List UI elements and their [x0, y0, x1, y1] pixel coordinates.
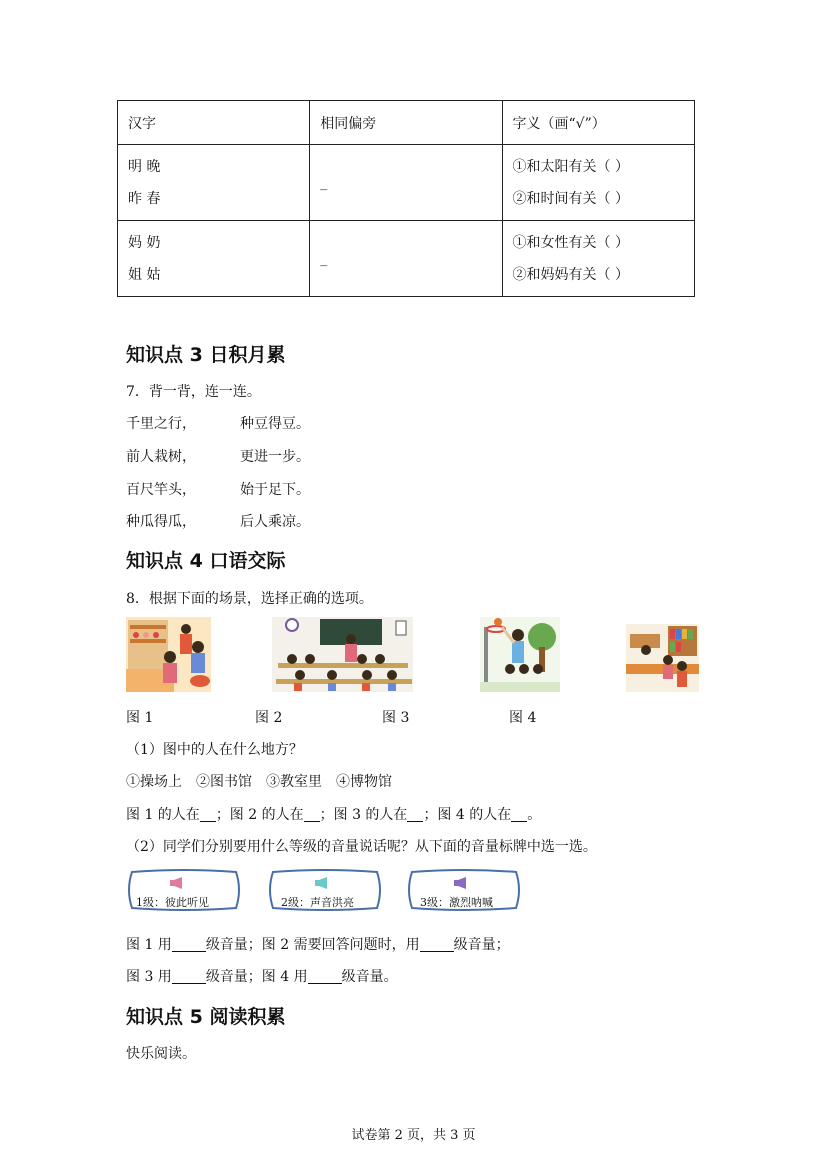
section5-title: 知识点 5 阅读积累	[126, 1006, 286, 1028]
page-footer: 试卷第 2 页，共 3 页	[351, 1128, 476, 1143]
answer-blank[interactable]	[172, 969, 206, 984]
answer-blank[interactable]	[200, 807, 216, 822]
volume-answer-line-b: 图 3 用 级音量；图 4 用 级音量。	[126, 969, 398, 985]
header-same-radical: 相同偏旁	[310, 101, 502, 145]
idiom-right[interactable]: 后人乘凉。	[240, 514, 310, 530]
figure-4-illustration	[626, 624, 699, 692]
figure-1-illustration	[126, 617, 211, 692]
figure-label-3: 图 3	[382, 710, 410, 726]
char-pair: 姐 姑	[128, 266, 161, 283]
volume-sign-1	[126, 868, 242, 912]
figure-2-illustration	[272, 617, 413, 692]
table-cell-chars	[118, 145, 310, 221]
radical-answer-blank[interactable]: _	[310, 221, 502, 297]
char-pair: 昨 春	[128, 190, 161, 207]
figure-3-illustration	[480, 617, 560, 692]
idiom-left[interactable]: 前人栽树，	[126, 449, 196, 465]
sign-label: 1级：彼此听见	[136, 896, 209, 909]
table-cell-meanings	[502, 145, 695, 221]
meaning-option[interactable]: ②和时间有关（ ）	[512, 190, 629, 207]
sub-question-2: （2）同学们分别要用什么等级的音量说话呢？从下面的音量标牌中选一选。	[126, 839, 597, 855]
answer-blank[interactable]	[308, 969, 342, 984]
meaning-option[interactable]: ①和女性有关（ ）	[512, 234, 629, 251]
question-7: 7．背一背，连一连。	[126, 384, 261, 400]
place-answer-line: 图 1 的人在 ；图 2 的人在 ；图 3 的人在 ；图 4 的人在 。	[126, 807, 542, 823]
question-8: 8．根据下面的场景，选择正确的选项。	[126, 591, 373, 607]
char-pair: 明 晚	[128, 158, 161, 175]
answer-blank[interactable]	[420, 937, 454, 952]
figure-label-1: 图 1	[126, 710, 154, 726]
idiom-right[interactable]: 始于足下。	[240, 482, 310, 498]
answer-blank[interactable]	[407, 807, 423, 822]
place-options: ①操场上 ②图书馆 ③教室里 ④博物馆	[126, 774, 392, 790]
figure-label-4: 图 4	[509, 710, 537, 726]
section4-title: 知识点 4 口语交际	[126, 550, 286, 572]
sign-label: 3级：激烈呐喊	[420, 896, 493, 909]
sign-label: 2级：声音洪亮	[281, 896, 354, 909]
sub-question-1: （1）图中的人在什么地方？	[126, 742, 303, 758]
table-cell-chars	[118, 221, 310, 297]
section3-title: 知识点 3 日积月累	[126, 344, 286, 366]
radical-answer-blank[interactable]: _	[310, 145, 502, 221]
idiom-right[interactable]: 种豆得豆。	[240, 416, 310, 432]
volume-answer-line-a: 图 1 用 级音量；图 2 需要回答问题时，用 级音量；	[126, 937, 510, 953]
idiom-right[interactable]: 更进一步。	[240, 449, 310, 465]
idiom-left[interactable]: 种瓜得瓜，	[126, 514, 196, 530]
figure-label-2: 图 2	[255, 710, 283, 726]
volume-sign-3	[406, 868, 522, 912]
radical-table	[117, 100, 695, 297]
volume-sign-2	[267, 868, 383, 912]
header-chinese-char: 汉字	[118, 101, 310, 145]
idiom-left[interactable]: 千里之行，	[126, 416, 196, 432]
answer-blank[interactable]	[304, 807, 320, 822]
reading-text: 快乐阅读。	[126, 1046, 196, 1062]
header-meaning: 字义（画“√”）	[502, 101, 695, 145]
idiom-left[interactable]: 百尺竿头，	[126, 482, 196, 498]
table-cell-meanings	[502, 221, 695, 297]
meaning-option[interactable]: ①和太阳有关（ ）	[512, 158, 629, 175]
answer-blank[interactable]	[511, 807, 527, 822]
meaning-option[interactable]: ②和妈妈有关（ ）	[512, 266, 629, 283]
answer-blank[interactable]	[172, 937, 206, 952]
char-pair: 妈 奶	[128, 234, 161, 251]
